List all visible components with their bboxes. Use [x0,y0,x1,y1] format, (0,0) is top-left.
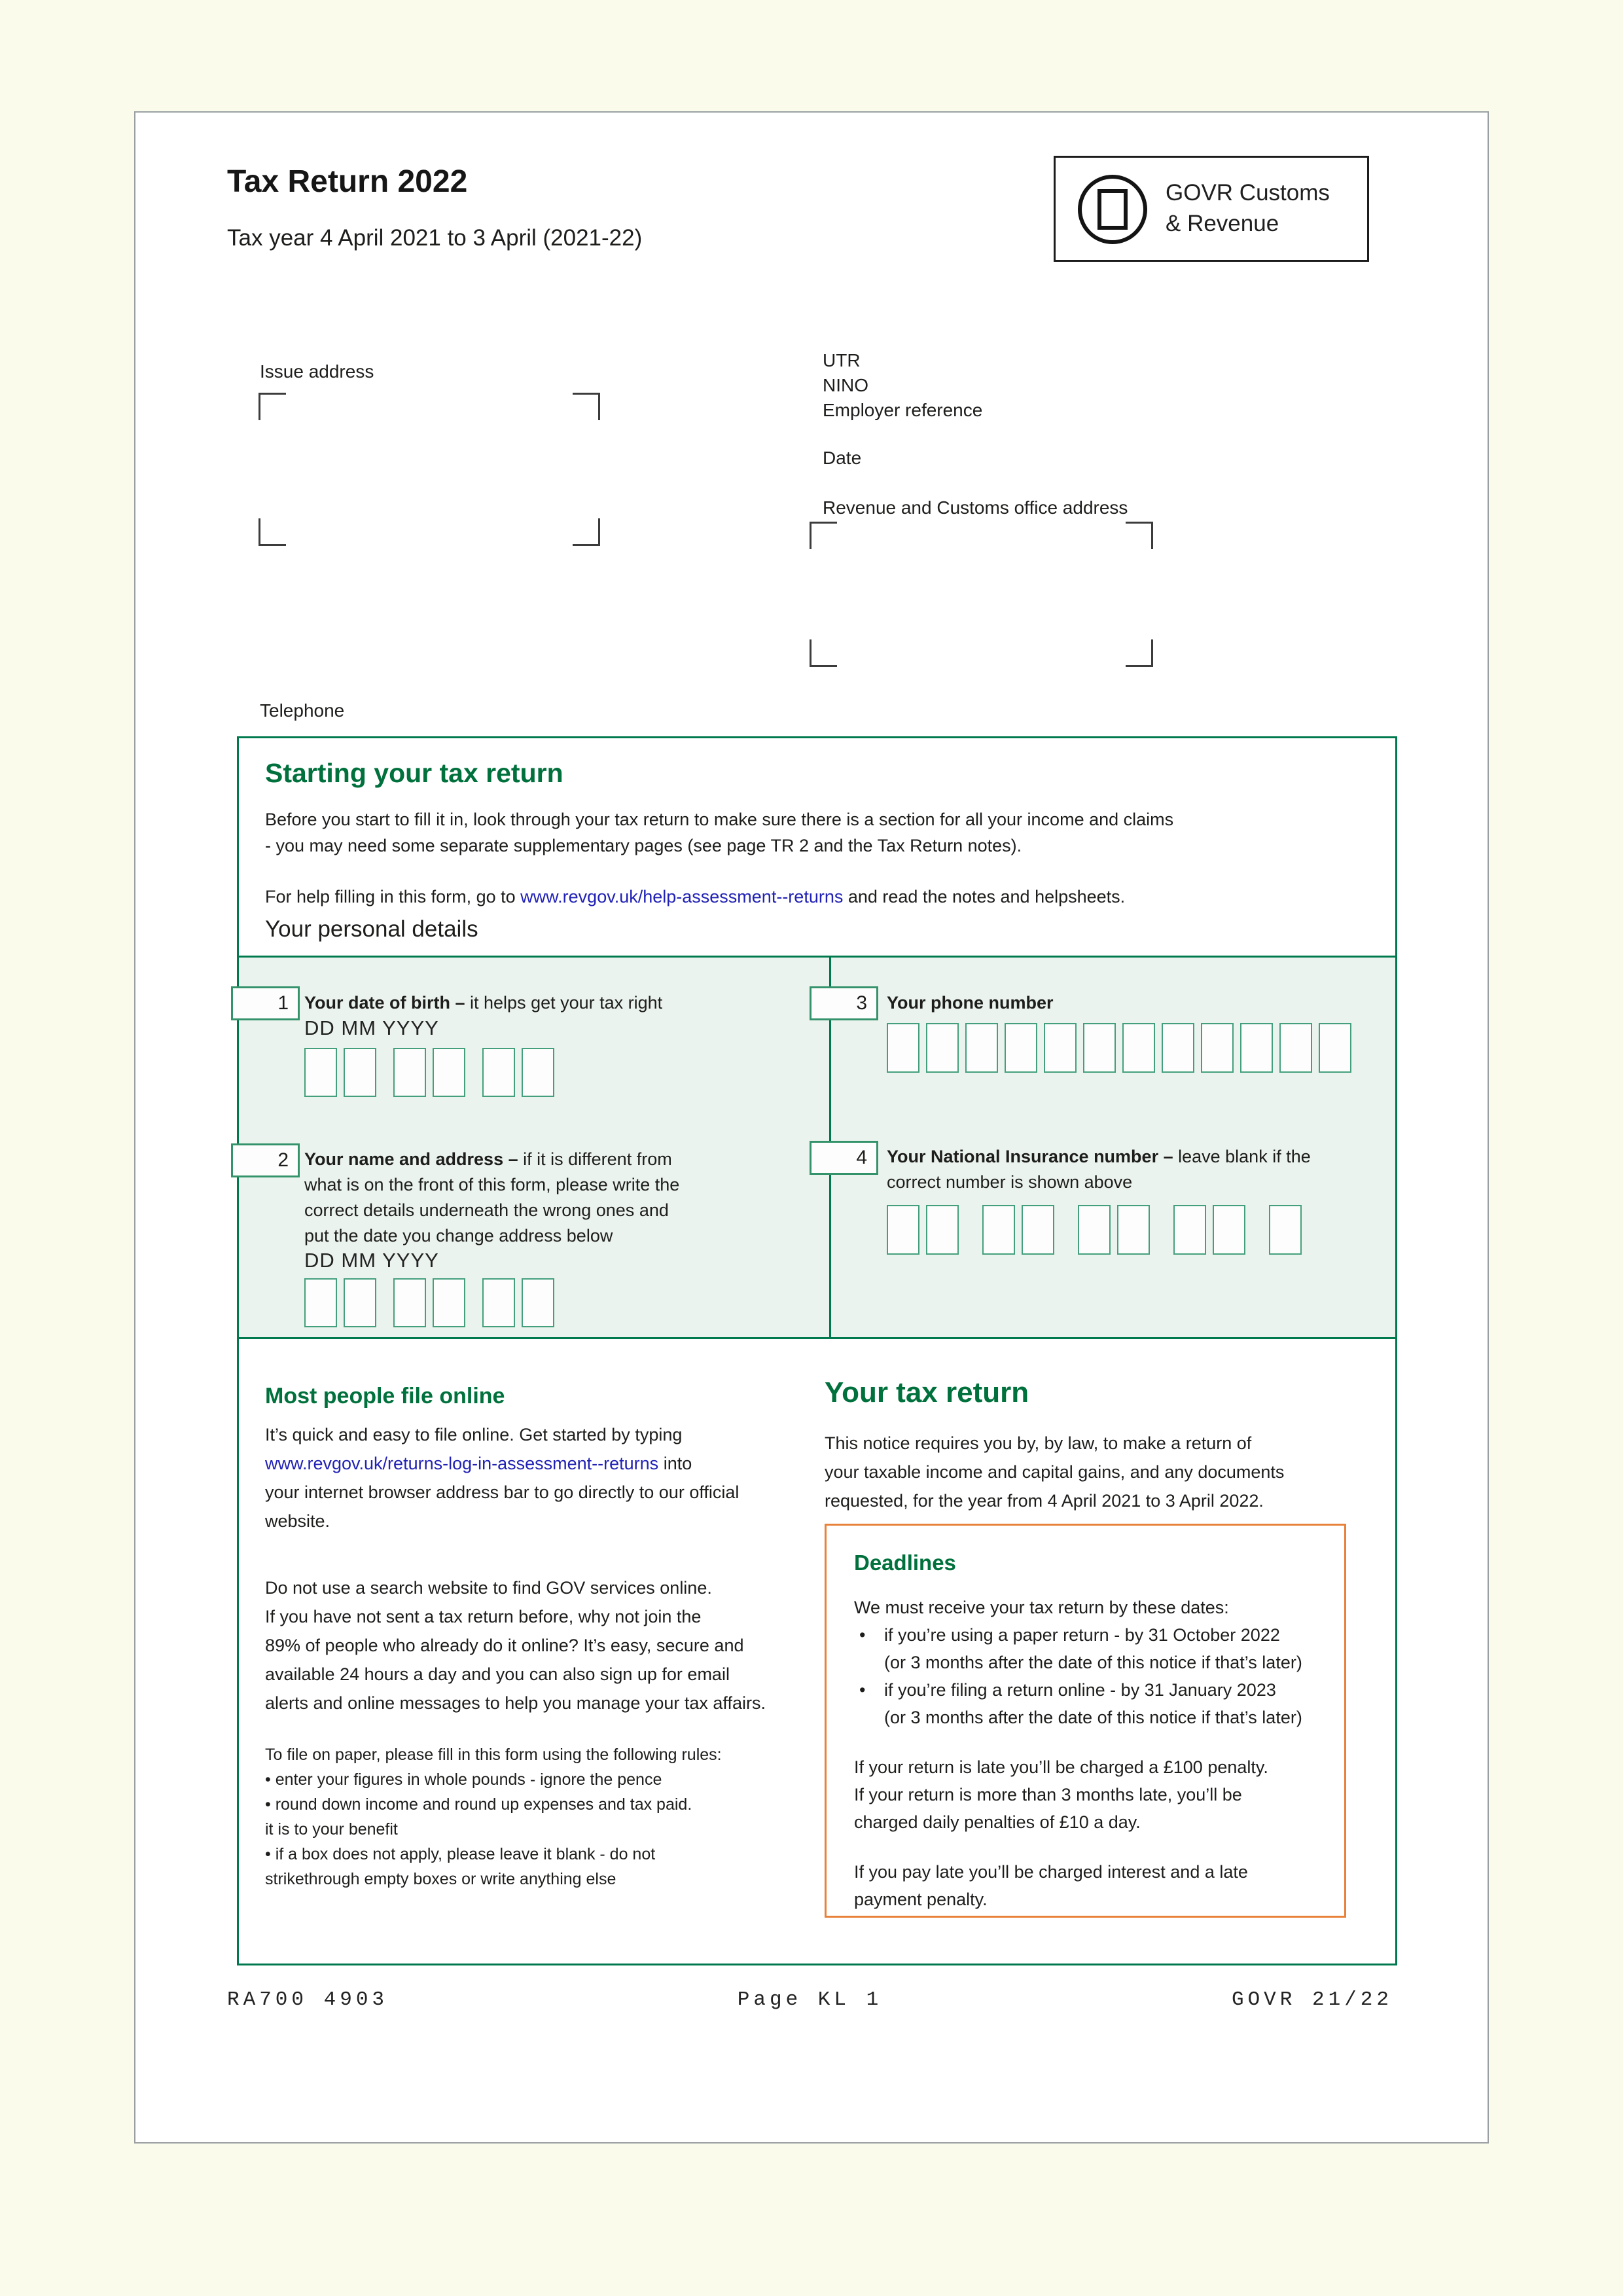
p1-line-1: It’s quick and easy to file online. Get started by typing [265,1425,683,1444]
p1-line-4: website. [265,1511,330,1531]
personal-details-band [239,956,1395,1339]
q1-label-rest: it helps get your tax right [470,993,663,1013]
phone-cell[interactable] [1083,1023,1116,1073]
late-penalty-para [854,1753,1317,1836]
nino-cell[interactable] [1173,1205,1206,1255]
issue-address-entry-area[interactable] [259,393,600,546]
your-tax-return-heading: Your tax return [825,1376,1029,1408]
footer-form-code: RA700 4903 [227,1988,389,2011]
q1-label-bold: Your date of birth – [304,993,471,1013]
nino-label: NINO [823,375,868,395]
corner-mark [573,518,600,546]
starting-heading: Starting your tax return [265,758,563,788]
ytr-line-1: This notice requires you by, by law, to make a return of [825,1433,1252,1453]
p3-line-2: • enter your figures in whole pounds - ignore the pence [265,1770,662,1789]
late-line-3: charged daily penalties of £10 a day. [854,1812,1141,1832]
phone-cell[interactable] [965,1023,998,1073]
phone-cell[interactable] [926,1023,959,1073]
q3-phone-cells [887,1023,1358,1073]
q4-label-rest: leave blank if the [1178,1147,1311,1166]
dob-cell[interactable] [393,1048,426,1097]
q1-date-format: DD MM YYYY [304,1016,439,1039]
utr-label: UTR [823,350,861,370]
corner-mark [810,639,837,667]
change-date-cell[interactable] [433,1278,465,1327]
change-date-cell[interactable] [304,1278,337,1327]
q2-label-rest: if it is different from [523,1149,672,1169]
q2-label-bold: Your name and address – [304,1149,524,1169]
corner-mark [573,393,600,420]
nino-cell[interactable] [887,1205,919,1255]
deadlines-intro: We must receive your tax return by these dates: [854,1598,1229,1617]
phone-cell[interactable] [1162,1023,1194,1073]
p2-line-1: Do not use a search website to find GOV services online. [265,1578,712,1598]
page-footer [227,1988,1393,2011]
phone-cell[interactable] [1044,1023,1077,1073]
q1-date-cells [304,1048,561,1097]
question-1-badge: 1 [231,986,300,1020]
p2-line-3: 89% of people who already do it online? It’s easy, secure and [265,1636,744,1655]
phone-cell[interactable] [1201,1023,1234,1073]
late-line-1: If your return is late you’ll be charged a £100 penalty. [854,1757,1268,1777]
q4-label-bold: Your National Insurance number – [887,1147,1179,1166]
bullet1-line-1: if you’re using a paper return - by 31 October 2022 [884,1625,1280,1645]
phone-cell[interactable] [887,1023,919,1073]
deadline-bullet-2 [854,1676,1317,1731]
pay-late-para [854,1858,1317,1913]
nino-cell[interactable] [926,1205,959,1255]
corner-mark [1126,522,1153,549]
employer-reference-label: Employer reference [823,400,983,420]
personal-details-heading: Your personal details [265,916,478,942]
page-title: Tax Return 2022 [227,164,468,199]
agency-logo [1054,156,1369,262]
nino-cell[interactable] [1078,1205,1111,1255]
dob-cell[interactable] [433,1048,465,1097]
p2-line-5: alerts and online messages to help you manage your tax affairs. [265,1693,766,1713]
p2-line-4: available 24 hours a day and you can also sign up for email [265,1664,730,1684]
dob-cell[interactable] [304,1048,337,1097]
form-page [134,111,1489,2144]
dob-cell[interactable] [522,1048,554,1097]
q2-label-line2: what is on the front of this form, please write the [304,1175,680,1194]
issue-address-label: Issue address [260,361,374,382]
footer-page-number: Page KL 1 [737,1988,883,2011]
file-online-p2 [265,1573,766,1717]
p3-line-4: it is to your benefit [265,1820,398,1839]
p1-link-after: into [658,1454,692,1473]
question-4-badge: 4 [810,1141,878,1175]
deadlines-heading: Deadlines [854,1551,956,1575]
logo-crown-icon [1078,175,1147,244]
nino-cell[interactable] [1213,1205,1245,1255]
intro-line-1: Before you start to fill it in, look through your tax return to make sure there is a section for all your income and claims [265,810,1174,829]
p3-line-6: strikethrough empty boxes or write anything else [265,1870,616,1888]
q2-label-line3: correct details underneath the wrong ones and [304,1200,669,1220]
bullet2-line-1: if you’re filing a return online - by 31 January 2023 [884,1680,1276,1700]
your-tax-return-para [825,1429,1284,1515]
corner-mark [259,518,286,546]
date-label: Date [823,448,862,468]
late-line-2: If your return is more than 3 months late, you’ll be [854,1785,1242,1804]
bullet-icon: • [859,1625,866,1645]
question-3-badge: 3 [810,986,878,1020]
file-online-p1 [265,1420,739,1535]
starting-intro [265,806,1173,859]
question-3-label [887,990,1054,1016]
question-2-badge: 2 [231,1143,300,1177]
bullet2-line-2: (or 3 months after the date of this notice if that’s later) [884,1708,1302,1727]
ytr-line-3: requested, for the year from 4 April 2021 to 3 April 2022. [825,1491,1264,1511]
phone-cell[interactable] [1279,1023,1312,1073]
phone-cell[interactable] [1319,1023,1351,1073]
intro-line-2: - you may need some separate supplementary pages (see page TR 2 and the Tax Return notes). [265,836,1022,855]
dob-cell[interactable] [482,1048,515,1097]
logo-square-icon [1097,189,1128,230]
question-1-label [304,990,662,1016]
bullet-icon: • [859,1680,866,1700]
deadlines-box [825,1524,1346,1918]
p3-line-3: • round down income and round up expenses and tax paid. [265,1795,692,1814]
file-online-link[interactable]: www.revgov.uk/returns-log-in-assessment--returns [265,1454,659,1473]
ytr-line-2: your taxable income and capital gains, and any documents [825,1462,1285,1482]
footer-version: GOVR 21/22 [1231,1988,1393,2011]
nino-cell[interactable] [982,1205,1015,1255]
corner-mark [1126,639,1153,667]
p1-line-3: your internet browser address bar to go directly to our official [265,1482,740,1502]
change-date-cell[interactable] [393,1278,426,1327]
help-text-after: and read the notes and helpsheets. [843,887,1126,906]
q2-date-cells [304,1278,561,1327]
change-date-cell[interactable] [344,1278,376,1327]
logo-line-2: & Revenue [1166,211,1279,236]
question-2-label [304,1147,679,1249]
page-subtitle: Tax year 4 April 2021 to 3 April (2021-22) [227,225,643,251]
p3-line-5: • if a box does not apply, please leave it blank - do not [265,1845,656,1863]
q4-label-line2: correct number is shown above [887,1172,1133,1192]
bullet1-line-2: (or 3 months after the date of this notice if that’s later) [884,1653,1302,1672]
starting-section [237,736,1397,1965]
paper-rules [265,1742,722,1892]
help-link[interactable]: www.revgov.uk/help-assessment--returns [520,887,844,906]
q2-label-line4: put the date you change address below [304,1226,613,1246]
pay-line-2: payment penalty. [854,1890,988,1909]
office-address-entry-area[interactable] [810,522,1153,667]
change-date-cell[interactable] [482,1278,515,1327]
logo-line-1: GOVR Customs [1166,180,1330,206]
office-address-label: Revenue and Customs office address [823,497,1128,518]
phone-cell[interactable] [1005,1023,1037,1073]
nino-cell[interactable] [1117,1205,1150,1255]
phone-cell[interactable] [1122,1023,1155,1073]
file-online-heading: Most people file online [265,1384,505,1408]
nino-cell[interactable] [1269,1205,1302,1255]
question-4-label [887,1144,1311,1195]
help-line [265,884,1125,910]
corner-mark [810,522,837,549]
deadline-bullet-1 [854,1621,1317,1676]
corner-mark [259,393,286,420]
change-date-cell[interactable] [522,1278,554,1327]
p3-line-1: To file on paper, please fill in this form using the following rules: [265,1746,722,1764]
logo-text [1166,177,1330,239]
reference-labels [823,348,982,423]
p2-line-2: If you have not sent a tax return before, why not join the [265,1607,702,1626]
pay-line-1: If you pay late you’ll be charged interest and a late [854,1862,1248,1882]
help-text-before: For help filling in this form, go to [265,887,521,906]
q2-date-format: DD MM YYYY [304,1249,439,1272]
q4-nino-cells [887,1205,1308,1255]
dob-cell[interactable] [344,1048,376,1097]
telephone-label: Telephone [260,700,345,721]
nino-cell[interactable] [1022,1205,1054,1255]
phone-cell[interactable] [1240,1023,1273,1073]
q3-label-bold: Your phone number [887,993,1054,1013]
